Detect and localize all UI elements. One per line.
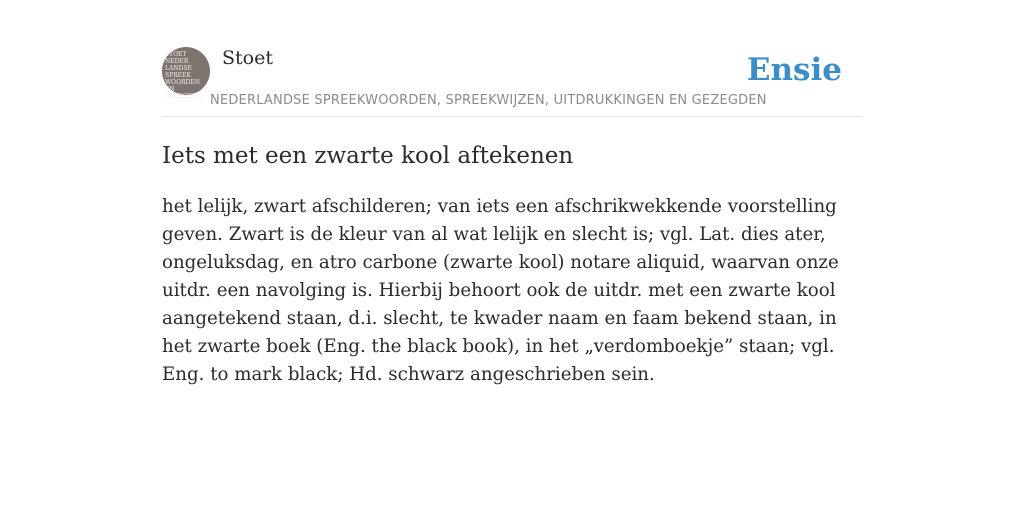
entry-header	[162, 44, 862, 117]
brand-logo-link[interactable]: Ensie	[746, 52, 842, 88]
author-avatar[interactable]	[162, 47, 210, 100]
author-link[interactable]: Stoet	[222, 47, 273, 69]
entry-title: Iets met een zwarte kool aftekenen	[162, 143, 574, 169]
entry-definition: het lelijk, zwart afschilderen; van iets een afschrikwekkende voorstelling geven. Zwart is de kleur van al wat lelijk en slecht is; vgl. Lat. dies ater, ongeluksdag, en atro carbone (zwarte kool) notare aliquid, waarvan onze uitdr. een navolging is. Hierbij behoort ook de uitdr. met een zwarte kool aangetekend staan, d.i. slecht, te kwader naam en faam bekend staan, in het zwarte boek (Eng. the black book), in het „verdomboekje” staan; vgl. Eng. to mark black; Hd. schwarz angeschrieben sein.	[162, 196, 839, 385]
entry-card	[162, 44, 862, 389]
avatar-book-cover-text: STOET NEDER LANDSE SPREEK WOORDEN EN GEZEGDEN	[165, 51, 202, 100]
source-book-title: NEDERLANDSE SPREEKWOORDEN, SPREEKWIJZEN, UITDRUKKINGEN EN GEZEGDEN	[210, 93, 767, 108]
